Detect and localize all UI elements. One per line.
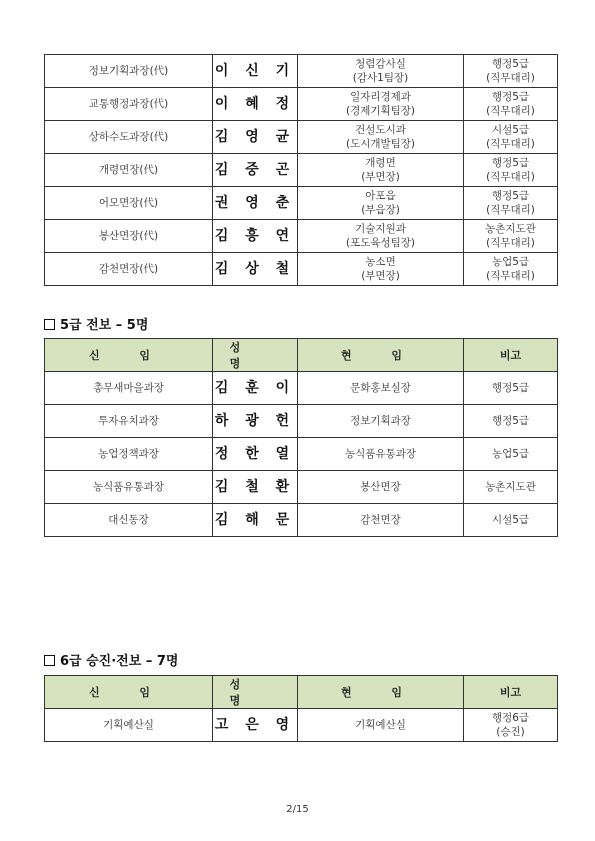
table-row xyxy=(45,88,558,121)
note-cell-line-2: (직무대리) xyxy=(486,138,535,150)
table-row xyxy=(45,121,558,154)
new-position-cell: 상하수도과장(代) xyxy=(45,121,213,154)
name-cell: 이 신 기 xyxy=(213,55,298,88)
new-position-cell: 어모면장(代) xyxy=(45,187,213,220)
note-cell: 농촌지도관 xyxy=(464,471,558,504)
note-cell xyxy=(464,88,558,121)
current-position-cell-line-2: (부읍장) xyxy=(361,204,400,216)
table-row xyxy=(45,504,558,537)
new-position-cell: 교통행정과장(代) xyxy=(45,88,213,121)
header-current-position: 현 임 xyxy=(298,676,464,709)
header-new-position: 신 임 xyxy=(45,676,213,709)
grade6-promotion-table xyxy=(44,675,558,742)
current-position-cell-line-2: (부면장) xyxy=(361,171,400,183)
current-position-cell-line-2: (포도육성팀장) xyxy=(345,237,416,249)
note-cell-line-2: (직무대리) xyxy=(486,204,535,216)
new-position-cell: 기획예산실 xyxy=(45,709,213,742)
current-position-cell: 봉산면장 xyxy=(298,471,464,504)
header-note: 비고 xyxy=(464,676,558,709)
current-position-cell xyxy=(298,55,464,88)
note-cell-line-2: (직무대리) xyxy=(486,171,535,183)
table-row xyxy=(45,438,558,471)
current-position-cell: 정보기획과장 xyxy=(298,405,464,438)
checkbox-square-icon xyxy=(44,319,55,330)
current-position-cell-line-2: (경제기획팀장) xyxy=(345,105,416,117)
new-position-cell: 농업정책과장 xyxy=(45,438,213,471)
name-cell: 김 흥 연 xyxy=(213,220,298,253)
new-position-cell: 농식품유통과장 xyxy=(45,471,213,504)
note-cell-line-2: (직무대리) xyxy=(486,270,535,282)
header-note: 비고 xyxy=(464,339,558,372)
current-position-cell xyxy=(298,121,464,154)
name-cell: 권 영 춘 xyxy=(213,187,298,220)
new-position-cell: 감천면장(代) xyxy=(45,253,213,286)
header-name: 성 명 xyxy=(213,676,298,709)
note-cell xyxy=(464,187,558,220)
note-cell: 시설5급 xyxy=(464,504,558,537)
name-cell: 김 중 곤 xyxy=(213,154,298,187)
table-body xyxy=(45,55,558,286)
table-header-row xyxy=(45,676,558,709)
current-position-cell-line-2: (감사1팀장) xyxy=(352,72,409,84)
table-row xyxy=(45,154,558,187)
table-row xyxy=(45,187,558,220)
current-position-cell-line-1: 일자리경제과 xyxy=(350,91,411,103)
name-cell: 김 상 철 xyxy=(213,253,298,286)
note-cell-line-1: 행정5급 xyxy=(491,157,530,169)
header-current-position: 현 임 xyxy=(298,339,464,372)
current-position-cell-line-2: (도시개발팀장) xyxy=(345,138,416,150)
table-row xyxy=(45,55,558,88)
note-cell xyxy=(464,253,558,286)
checkbox-square-icon xyxy=(44,655,55,666)
new-position-cell: 대신동장 xyxy=(45,504,213,537)
note-cell xyxy=(464,55,558,88)
current-position-cell-line-2: (부면장) xyxy=(361,270,400,282)
note-cell-line-1: 행정5급 xyxy=(491,91,530,103)
note-cell-line-1: 행정6급 xyxy=(491,712,530,724)
table-row xyxy=(45,253,558,286)
current-position-cell xyxy=(298,220,464,253)
current-position-cell: 문화홍보실장 xyxy=(298,372,464,405)
note-cell: 농업5급 xyxy=(464,438,558,471)
new-position-cell: 봉산면장(代) xyxy=(45,220,213,253)
note-cell-line-1: 농촌지도관 xyxy=(485,223,536,235)
note-cell xyxy=(464,709,558,742)
note-cell-line-2: (직무대리) xyxy=(486,105,535,117)
current-position-cell: 감천면장 xyxy=(298,504,464,537)
table-row xyxy=(45,405,558,438)
current-position-cell-line-1: 청렴감사실 xyxy=(355,58,406,70)
name-cell: 이 혜 정 xyxy=(213,88,298,121)
current-position-cell xyxy=(298,187,464,220)
name-cell: 하 광 헌 xyxy=(213,405,298,438)
note-cell-line-1: 행정5급 xyxy=(491,58,530,70)
name-cell: 정 한 열 xyxy=(213,438,298,471)
note-cell-line-1: 시설5급 xyxy=(491,124,530,136)
name-cell: 김 영 균 xyxy=(213,121,298,154)
name-cell: 김 철 환 xyxy=(213,471,298,504)
note-cell xyxy=(464,220,558,253)
note-cell-line-2: (직무대리) xyxy=(486,237,535,249)
note-cell: 행정5급 xyxy=(464,372,558,405)
section-title-grade6-promotion: 6급 승진·전보 – 7명 xyxy=(44,650,178,669)
section-title-grade5-transfer: 5급 전보 – 5명 xyxy=(44,314,148,333)
header-name: 성 명 xyxy=(213,339,298,372)
name-cell: 고 은 영 xyxy=(213,709,298,742)
table-body xyxy=(45,709,558,742)
current-position-cell xyxy=(298,154,464,187)
current-position-cell-line-1: 건설도시과 xyxy=(355,124,406,136)
current-position-cell: 농식품유통과장 xyxy=(298,438,464,471)
current-position-cell-line-1: 기술지원과 xyxy=(355,223,406,235)
current-position-cell-line-1: 아포읍 xyxy=(365,190,396,202)
current-position-cell-line-1: 개령면 xyxy=(365,157,396,169)
table-header-row xyxy=(45,339,558,372)
grade5-transfer-table xyxy=(44,338,558,537)
note-cell-line-2: (승진) xyxy=(496,726,525,738)
current-position-cell: 기획예산실 xyxy=(298,709,464,742)
transfer-table-continued xyxy=(44,54,558,286)
note-cell-line-2: (직무대리) xyxy=(486,72,535,84)
new-position-cell: 개령면장(代) xyxy=(45,154,213,187)
table-row xyxy=(45,471,558,504)
name-cell: 김 해 문 xyxy=(213,504,298,537)
note-cell: 행정5급 xyxy=(464,405,558,438)
current-position-cell-line-1: 농소면 xyxy=(365,256,396,268)
table-row xyxy=(45,220,558,253)
note-cell xyxy=(464,154,558,187)
new-position-cell: 총무새마을과장 xyxy=(45,372,213,405)
page-number: 2/15 xyxy=(286,804,309,815)
table-row xyxy=(45,709,558,742)
current-position-cell xyxy=(298,253,464,286)
note-cell-line-1: 행정5급 xyxy=(491,190,530,202)
header-new-position: 신 임 xyxy=(45,339,213,372)
name-cell: 김 훈 이 xyxy=(213,372,298,405)
table-body xyxy=(45,372,558,537)
current-position-cell xyxy=(298,88,464,121)
note-cell xyxy=(464,121,558,154)
new-position-cell: 투자유치과장 xyxy=(45,405,213,438)
note-cell-line-1: 농업5급 xyxy=(491,256,530,268)
table-row xyxy=(45,372,558,405)
new-position-cell: 정보기획과장(代) xyxy=(45,55,213,88)
